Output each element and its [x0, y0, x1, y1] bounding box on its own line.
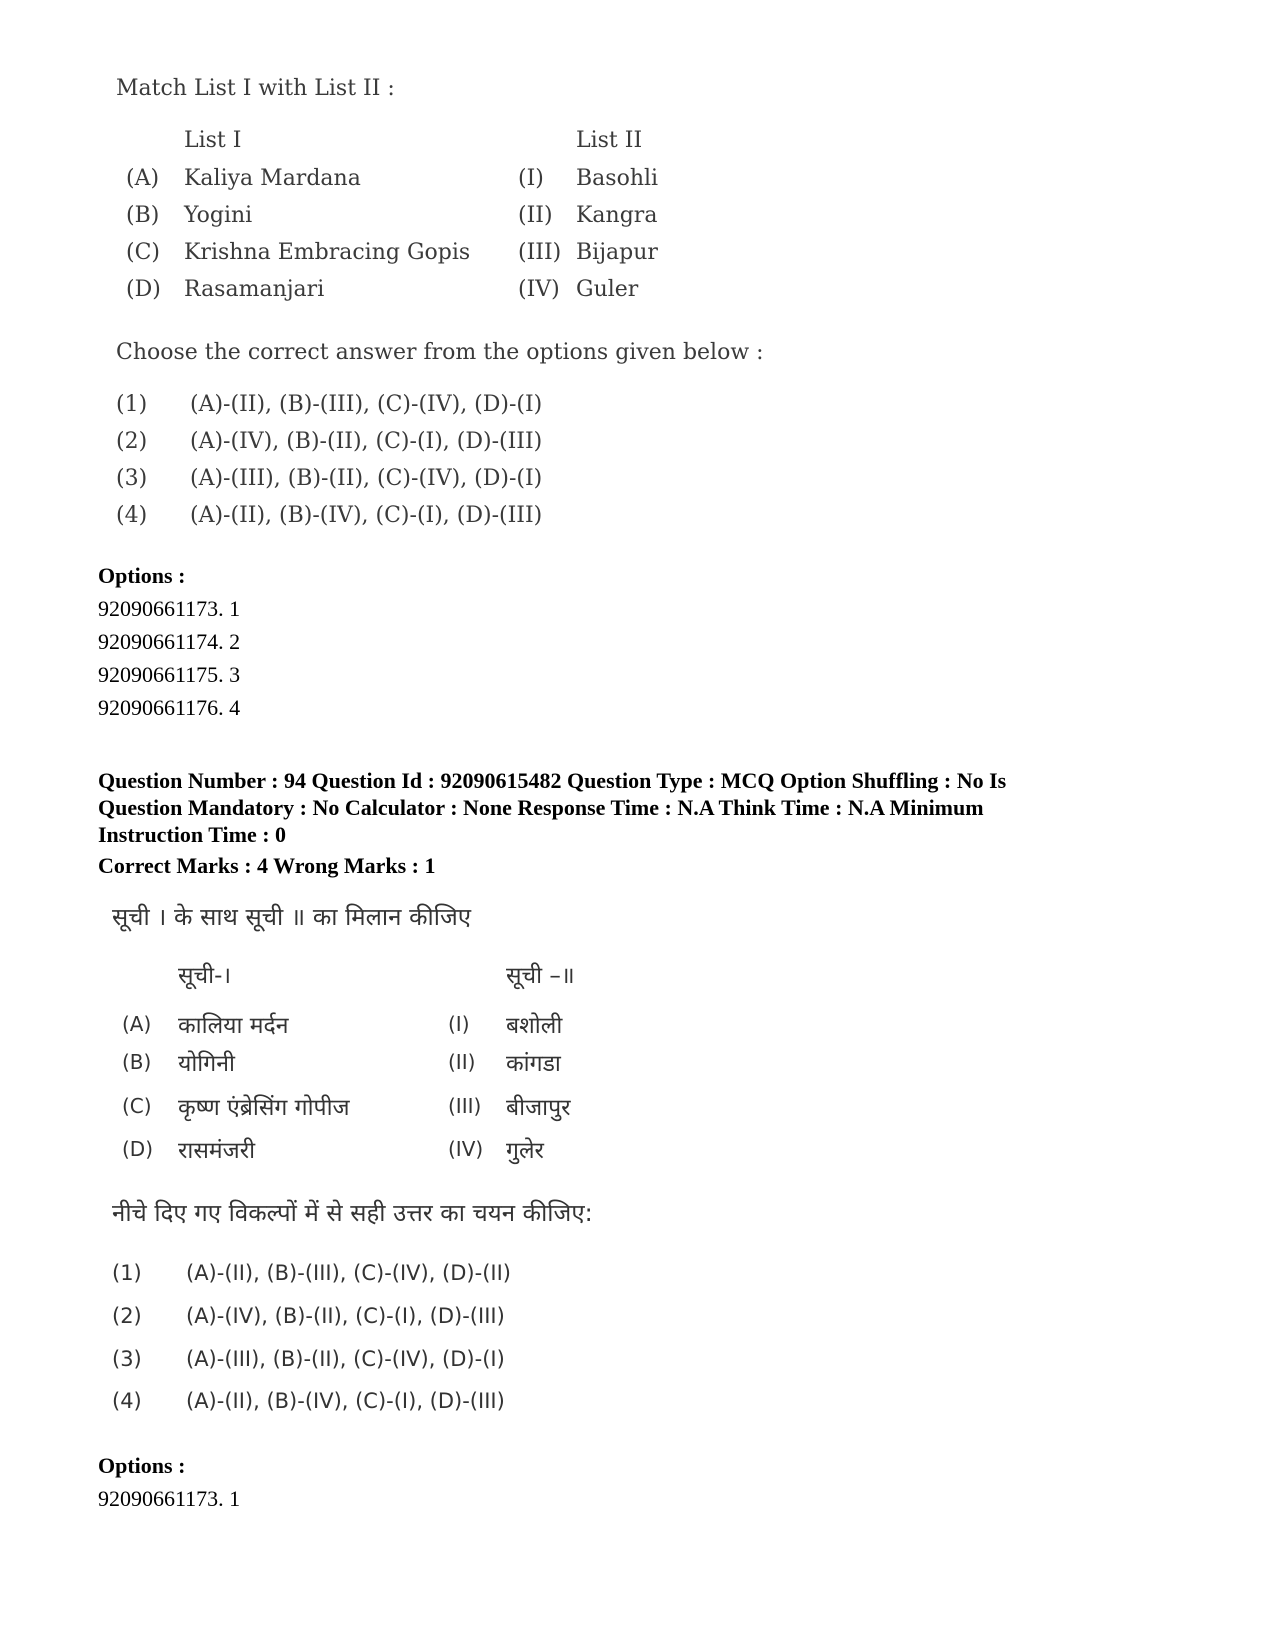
choose-instruction: Choose the correct answer from the options given below : [116, 340, 764, 365]
question-intro: सूची । के साथ सूची ॥ का मिलान कीजिए [112, 903, 472, 931]
list1-header: सूची-। [178, 963, 232, 989]
list1-item: कृष्ण एंब्रेसिंग गोपीज [178, 1095, 350, 1121]
list2-label: (III) [448, 1094, 482, 1118]
choice-text: (A)-(IV), (B)-(II), (C)-(I), (D)-(III) [190, 429, 543, 454]
list1-label: (B) [126, 203, 160, 228]
choice-text: (A)-(III), (B)-(II), (C)-(IV), (D)-(I) [190, 466, 543, 491]
choose-instruction: नीचे दिए गए विकल्पों में से सही उत्तर का चयन कीजिए: [112, 1199, 593, 1227]
list2-item: Guler [576, 277, 639, 302]
list2-item: Basohli [576, 166, 659, 191]
list2-item: बशोली [506, 1013, 563, 1039]
option-item: 92090661173. 1 [98, 1486, 241, 1511]
choice-number: (2) [116, 429, 148, 454]
question-intro: Match List I with List II : [116, 76, 395, 101]
choice-number: (1) [112, 1261, 142, 1285]
list2-label: (IV) [518, 277, 560, 302]
list2-item: बीजापुर [506, 1095, 571, 1121]
list1-item: Yogini [184, 203, 253, 228]
list2-label: (II) [448, 1050, 476, 1074]
marks-info: Correct Marks : 4 Wrong Marks : 1 [98, 853, 436, 878]
list1-label: (A) [126, 166, 160, 191]
list1-header: List I [184, 128, 242, 153]
choice-text: (A)-(IV), (B)-(II), (C)-(I), (D)-(III) [186, 1304, 505, 1328]
list2-item: कांगडा [506, 1051, 561, 1077]
list1-item: Kaliya Mardana [184, 166, 361, 191]
list1-item: Rasamanjari [184, 277, 325, 302]
choice-text: (A)-(III), (B)-(II), (C)-(IV), (D)-(I) [186, 1347, 505, 1371]
list2-header: List II [576, 128, 643, 153]
list1-label: (D) [122, 1137, 154, 1161]
choice-number: (3) [116, 466, 148, 491]
option-item: 92090661174. 2 [98, 629, 241, 654]
list2-label: (I) [448, 1012, 470, 1036]
list2-label: (III) [518, 240, 562, 265]
options-heading: Options : [98, 563, 186, 588]
choice-text: (A)-(II), (B)-(IV), (C)-(I), (D)-(III) [190, 503, 543, 528]
options-heading: Options : [98, 1453, 186, 1478]
list1-item: Krishna Embracing Gopis [184, 240, 471, 265]
question-meta-line: Instruction Time : 0 [98, 822, 287, 847]
choice-text: (A)-(II), (B)-(III), (C)-(IV), (D)-(II) [186, 1261, 511, 1285]
question-meta-line: Question Number : 94 Question Id : 92090615482 Question Type : MCQ Option Shuffling : No Is [98, 768, 1007, 793]
option-item: 92090661173. 1 [98, 596, 241, 621]
question-meta [98, 767, 1178, 848]
option-item: 92090661176. 4 [98, 695, 241, 720]
list1-item: कालिया मर्दन [178, 1013, 289, 1039]
list1-item: रासमंजरी [178, 1138, 256, 1164]
choice-number: (1) [116, 392, 148, 417]
choice-text: (A)-(II), (B)-(IV), (C)-(I), (D)-(III) [186, 1389, 505, 1413]
list2-label: (I) [518, 166, 544, 191]
choice-number: (2) [112, 1304, 142, 1328]
choice-number: (3) [112, 1347, 142, 1371]
choice-number: (4) [112, 1389, 142, 1413]
list1-label: (A) [122, 1012, 152, 1036]
list1-label: (C) [126, 240, 160, 265]
list2-label: (II) [518, 203, 553, 228]
choice-number: (4) [116, 503, 148, 528]
list1-label: (D) [126, 277, 161, 302]
list2-label: (IV) [448, 1137, 484, 1161]
option-item: 92090661175. 3 [98, 662, 241, 687]
list2-item: Kangra [576, 203, 658, 228]
list2-item: गुलेर [506, 1138, 544, 1164]
list1-label: (C) [122, 1094, 152, 1118]
choice-text: (A)-(II), (B)-(III), (C)-(IV), (D)-(I) [190, 392, 543, 417]
question-meta-line: Question Mandatory : No Calculator : None Response Time : N.A Think Time : N.A Minimum [98, 795, 984, 820]
list1-item: योगिनी [178, 1051, 235, 1077]
list2-header: सूची –॥ [506, 963, 575, 989]
list1-label: (B) [122, 1050, 152, 1074]
list2-item: Bijapur [576, 240, 658, 265]
